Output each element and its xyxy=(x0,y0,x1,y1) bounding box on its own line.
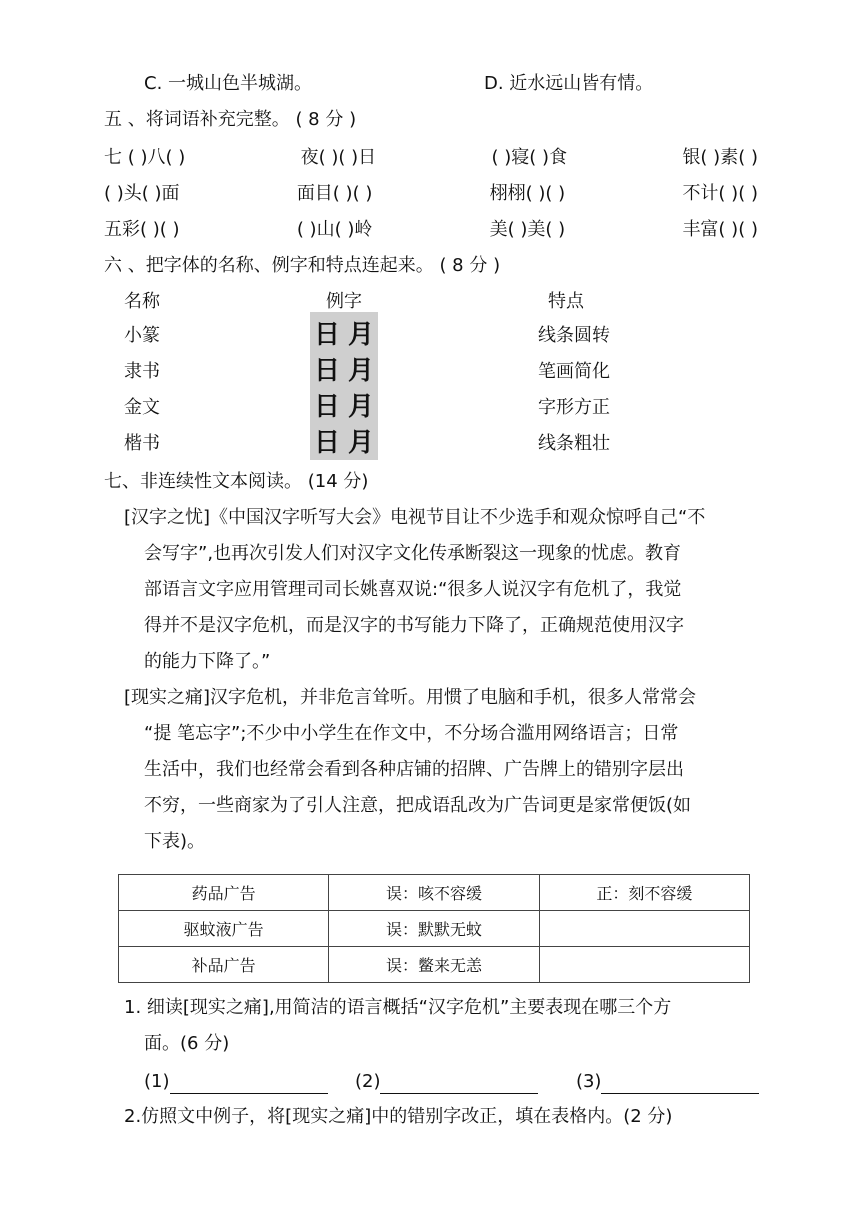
glyph-moon: 月 xyxy=(348,392,375,422)
header-feature: 特点 xyxy=(548,291,584,312)
section5-row-3 xyxy=(104,218,758,242)
blank-phrase: ( )寝( )食 xyxy=(491,147,568,168)
table-cell: 正：刻不容缓 xyxy=(539,875,749,911)
font-name: 金文 xyxy=(124,397,160,418)
blank-label: (3) xyxy=(575,1071,602,1092)
answer-blank-1[interactable] xyxy=(170,1073,328,1094)
section5-title: 五 、将词语补充完整。 ( 8 分 ) xyxy=(104,109,357,130)
paragraph-line: “提 笔忘字”;不少中小学生在作文中，不分场合滥用网络语言；日常 xyxy=(144,723,679,744)
blank-phrase: 五彩( )( ) xyxy=(104,219,180,240)
paragraph-line: 不穷，一些商家为了引人注意，把成语乱改为广告词更是家常便饭(如 xyxy=(144,795,692,816)
font-name: 楷书 xyxy=(124,433,160,454)
paragraph-line: 生活中，我们也经常会看到各种店铺的招牌、广告牌上的错别字层出 xyxy=(144,759,684,780)
example-characters-image xyxy=(310,312,378,460)
font-feature: 线条粗壮 xyxy=(538,433,610,454)
question-line: 1. 细读[现实之痛],用简洁的语言概括“汉字危机”主要表现在哪三个方 xyxy=(124,997,672,1018)
answer-cell[interactable] xyxy=(539,911,749,947)
blank-label: (2) xyxy=(354,1071,381,1092)
option-d: D. 近水远山皆有情。 xyxy=(484,73,654,94)
blank-phrase: ( )山( )岭 xyxy=(296,219,373,240)
option-c: C. 一城山色半城湖。 xyxy=(144,73,313,94)
font-name: 小篆 xyxy=(124,325,160,346)
paragraph-hanzi-worry xyxy=(124,500,764,680)
paragraph-reality-pain xyxy=(124,680,764,860)
blank-phrase: 面目( )( ) xyxy=(296,183,373,204)
table-cell: 驱蚊液广告 xyxy=(119,911,329,947)
paragraph-line: [现实之痛]汉字危机，并非危言耸听。用惯了电脑和手机，很多人常常会 xyxy=(124,687,697,708)
paragraph-line: 得并不是汉字危机，而是汉字的书写能力下降了，正确规范使用汉字 xyxy=(144,615,684,636)
glyph-sun: 日 xyxy=(314,356,341,386)
blank-phrase: 夜( )( )日 xyxy=(300,147,377,168)
paragraph-line: 的能力下降了。” xyxy=(144,651,271,672)
table-cell: 补品广告 xyxy=(119,947,329,983)
blank-phrase: 不计( )( ) xyxy=(682,183,758,204)
blank-label: (1) xyxy=(144,1071,170,1092)
glyph-sun: 日 xyxy=(314,428,341,458)
section5-row-1 xyxy=(104,146,758,170)
paragraph-line: 部语言文字应用管理司司长姚喜双说:“很多人说汉字有危机了，我觉 xyxy=(144,579,682,600)
font-feature: 笔画简化 xyxy=(538,361,610,382)
blank-phrase: 栩栩( )( ) xyxy=(489,183,566,204)
header-name: 名称 xyxy=(124,291,160,312)
table-cell: 误：咳不容缓 xyxy=(329,875,539,911)
paragraph-line: [汉字之忧]《中国汉字听写大会》电视节目让不少选手和观众惊呼自己“不 xyxy=(124,507,706,528)
ad-typo-table xyxy=(118,874,750,983)
font-feature: 线条圆转 xyxy=(538,325,610,346)
glyph-sun: 日 xyxy=(314,320,341,350)
answer-blank-3[interactable] xyxy=(601,1073,759,1094)
paragraph-line: 下表)。 xyxy=(144,831,206,852)
blank-phrase: ( )头( )面 xyxy=(104,183,180,204)
section7-title: 七、非连续性文本阅读。 (14 分) xyxy=(104,471,369,492)
table-cell: 药品广告 xyxy=(119,875,329,911)
header-example: 例字 xyxy=(326,291,362,312)
answer-blanks xyxy=(144,1070,759,1094)
blank-phrase: 七 ( )八( ) xyxy=(104,147,186,168)
table-row xyxy=(119,875,750,911)
paragraph-line: 会写字”,也再次引发人们对汉字文化传承断裂这一现象的忧虑。教育 xyxy=(144,543,682,564)
table-cell: 误：默默无蚊 xyxy=(329,911,539,947)
table-cell: 误：鳖来无恙 xyxy=(329,947,539,983)
font-feature: 字形方正 xyxy=(538,397,610,418)
table-row xyxy=(119,911,750,947)
blank-phrase: 丰富( )( ) xyxy=(682,219,758,240)
question-2: 2.仿照文中例子，将[现实之痛]中的错别字改正，填在表格内。(2 分) xyxy=(124,1106,673,1127)
blank-phrase: 银( )素( ) xyxy=(682,147,758,168)
answer-cell[interactable] xyxy=(539,947,749,983)
question-line: 面。(6 分) xyxy=(144,1033,230,1054)
glyph-moon: 月 xyxy=(348,320,375,350)
font-names xyxy=(124,318,160,462)
answer-blank-2[interactable] xyxy=(380,1073,538,1094)
font-features xyxy=(538,318,610,462)
section5-row-2 xyxy=(104,182,758,206)
glyph-moon: 月 xyxy=(348,356,375,386)
table-row xyxy=(119,947,750,983)
question-1 xyxy=(124,990,764,1062)
glyph-sun: 日 xyxy=(314,392,341,422)
section6-title: 六 、把字体的名称、例字和特点连起来。 ( 8 分 ) xyxy=(104,255,501,276)
blank-phrase: 美( )美( ) xyxy=(489,219,566,240)
glyph-moon: 月 xyxy=(348,428,375,458)
font-name: 隶书 xyxy=(124,361,160,382)
